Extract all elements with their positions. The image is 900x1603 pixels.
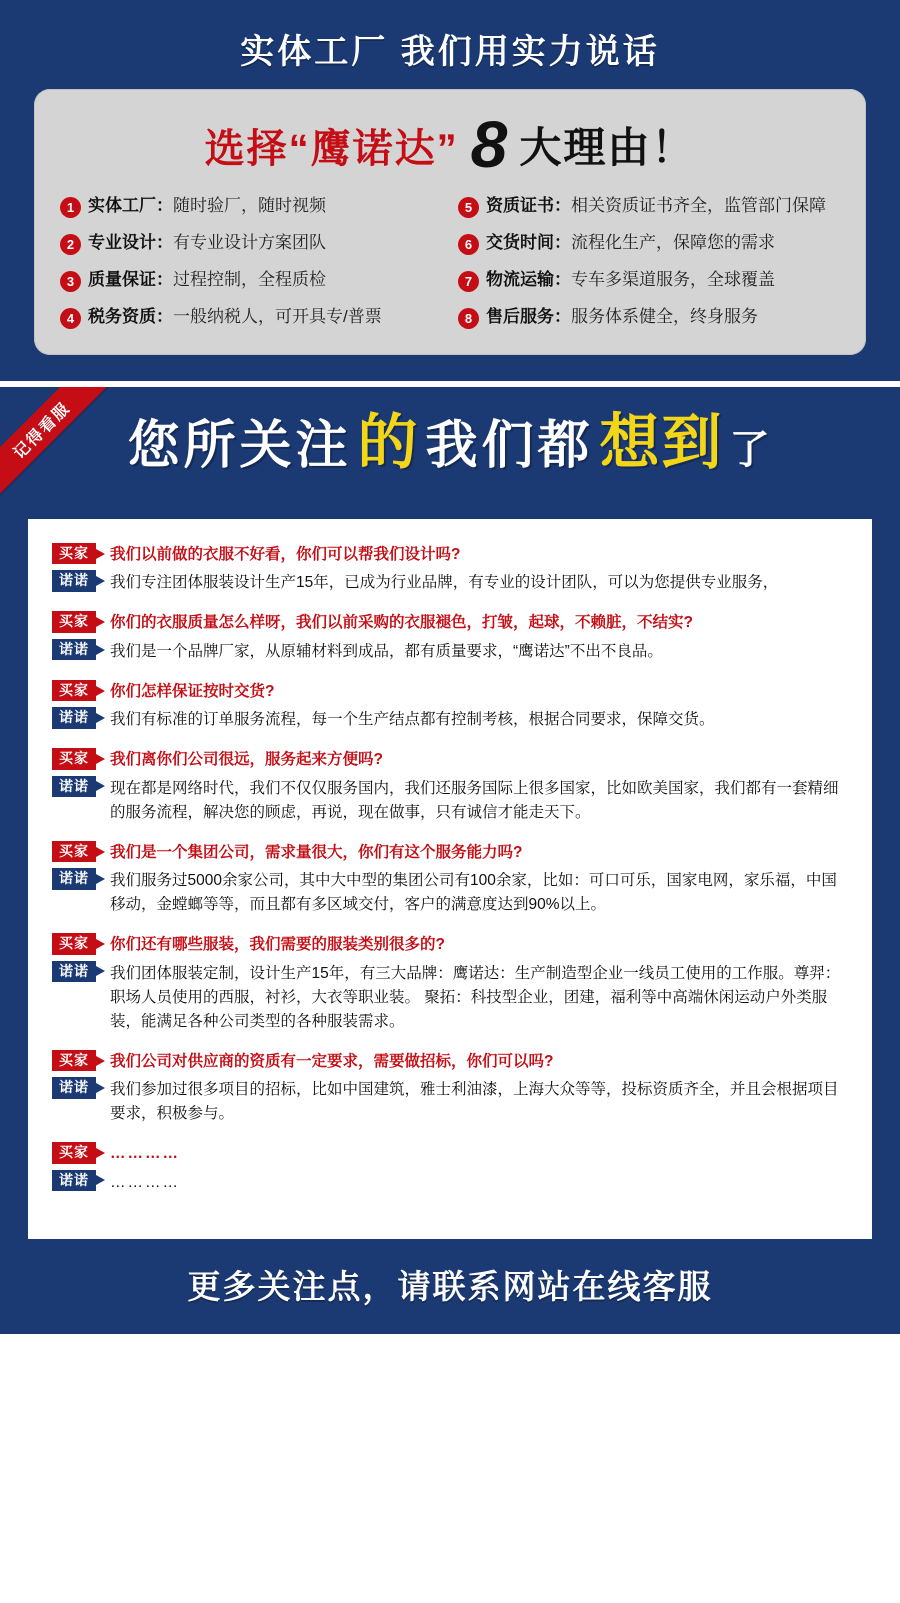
answer-text: 我们团体服装定制，设计生产15年，有三大品牌：鹰诺达：生产制造型企业一线员工使用的工作服。尊羿：职场人员使用的西服，衬衫，大衣等职业装。 聚拓：科技型企业，团建，福利等中高端休闲运动户外类服装，能满足各种公司类型的各种服装需求。 xyxy=(110,964,841,1030)
faq-footer-text: 更多关注点，请联系网站在线客服 xyxy=(187,1267,713,1305)
reply-tag: 诺诺 xyxy=(52,1170,96,1191)
reasons-section xyxy=(0,0,900,381)
reason-item xyxy=(60,232,442,255)
headline-black-part: 大理由！ xyxy=(519,124,696,171)
answer-text: 现在都是网络时代，我们不仅仅服务国内，我们还服务国际上很多国家，比如欧美国家，我们都有一套精细的服务流程，解决您的顾虑，再说，现在做事，只有诚信才能走天下。 xyxy=(110,779,839,821)
question-text: ………… xyxy=(110,1145,180,1163)
question-line xyxy=(52,1142,848,1165)
reason-number-badge: 4 xyxy=(60,308,81,329)
reason-number-badge: 7 xyxy=(458,271,479,292)
reason-key: 税务资质 xyxy=(88,307,156,326)
reason-key: 售后服务 xyxy=(486,307,554,326)
reason-value: 服务体系健全，终身服务 xyxy=(571,307,758,326)
answer-text: 我们是一个品牌厂家，从原辅材料到成品，都有质量要求，“鹰诺达”不出不良品。 xyxy=(110,642,663,660)
reason-value: 一般纳税人，可开具专/普票 xyxy=(173,307,382,326)
question-line xyxy=(52,543,848,566)
buyer-tag: 买家 xyxy=(52,841,96,862)
qa-block xyxy=(52,543,848,595)
reason-item xyxy=(60,269,442,292)
headline-red-part: 选择“鹰诺达” xyxy=(204,126,459,171)
reply-tag: 诺诺 xyxy=(52,639,96,660)
reason-key: 实体工厂 xyxy=(88,196,156,215)
answer-line xyxy=(52,776,848,825)
answer-line xyxy=(52,570,848,595)
reason-number-badge: 1 xyxy=(60,197,81,218)
reason-value: 流程化生产，保障您的需求 xyxy=(571,233,775,252)
qa-block xyxy=(52,1050,848,1127)
reason-number-badge: 3 xyxy=(60,271,81,292)
question-line xyxy=(52,748,848,771)
answer-text: 我们专注团体服装设计生产15年，已成为行业品牌，有专业的设计团队，可以为您提供专业服务， xyxy=(110,574,779,592)
question-line xyxy=(52,611,848,634)
reason-number-badge: 2 xyxy=(60,234,81,255)
answer-line xyxy=(52,1170,848,1195)
reason-separator: ： xyxy=(554,307,571,326)
question-text: 你们怎样保证按时交货? xyxy=(110,682,275,700)
question-line xyxy=(52,841,848,864)
reply-tag: 诺诺 xyxy=(52,776,96,797)
answer-text: 我们参加过很多项目的招标，比如中国建筑，雅士利油漆，上海大众等等，投标资质齐全，并且会根据项目要求，积极参与。 xyxy=(110,1081,839,1123)
qa-block xyxy=(52,611,848,663)
reason-item xyxy=(458,269,840,292)
reason-separator: ： xyxy=(554,270,571,289)
reason-separator: ： xyxy=(554,196,571,215)
question-line xyxy=(52,1050,848,1073)
answer-line xyxy=(52,961,848,1034)
qa-block xyxy=(52,748,848,825)
reasons-top-title: 实体工厂 我们用实力说话 xyxy=(240,33,660,71)
faq-headline-part-4: 想到 xyxy=(599,409,724,476)
buyer-tag: 买家 xyxy=(52,1050,96,1071)
faq-headline-part-5: 了 xyxy=(729,428,773,472)
reason-value: 有专业设计方案团队 xyxy=(173,233,326,252)
reason-separator: ： xyxy=(156,270,173,289)
reason-number-badge: 5 xyxy=(458,197,479,218)
reason-item xyxy=(458,195,840,218)
corner-ribbon-label: 记得看服 xyxy=(0,387,120,508)
buyer-tag: 买家 xyxy=(52,1142,96,1163)
reason-key: 交货时间 xyxy=(486,233,554,252)
buyer-tag: 买家 xyxy=(52,611,96,632)
reply-tag: 诺诺 xyxy=(52,707,96,728)
answer-text: 我们有标准的订单服务流程，每一个生产结点都有控制考核，根据合同要求，保障交货。 xyxy=(110,711,715,729)
reason-number-badge: 6 xyxy=(458,234,479,255)
buyer-tag: 买家 xyxy=(52,933,96,954)
question-text: 你们还有哪些服装，我们需要的服装类别很多的? xyxy=(110,936,445,954)
buyer-tag: 买家 xyxy=(52,748,96,769)
faq-section xyxy=(0,381,900,1334)
answer-text: 我们服务过5000余家公司，其中大中型的集团公司有100余家，比如：可口可乐，国家电网，家乐福，中国移动，金螳螂等等，而且都有多区域交付，客户的满意度达到90%以上。 xyxy=(110,872,837,914)
question-text: 我们离你们公司很远，服务起来方便吗? xyxy=(110,751,383,769)
answer-line xyxy=(52,1077,848,1126)
reasons-headline xyxy=(60,107,840,195)
reason-value: 过程控制，全程质检 xyxy=(173,270,326,289)
reason-value: 随时验厂，随时视频 xyxy=(173,196,326,215)
reason-separator: ： xyxy=(156,307,173,326)
reasons-card xyxy=(34,89,866,355)
faq-headline-part-3: 我们都 xyxy=(425,417,594,475)
faq-headline-part-1: 您所关注 xyxy=(127,417,352,475)
faq-headline-part-2: 的 xyxy=(357,409,420,476)
reason-separator: ： xyxy=(554,233,571,252)
reason-value: 专车多渠道服务，全球覆盖 xyxy=(571,270,775,289)
faq-card xyxy=(28,519,872,1239)
reason-item xyxy=(60,195,442,218)
faq-headline xyxy=(0,409,900,476)
question-line xyxy=(52,933,848,956)
qa-block xyxy=(52,841,848,918)
reply-tag: 诺诺 xyxy=(52,1077,96,1098)
reason-key: 专业设计 xyxy=(88,233,156,252)
reasons-grid xyxy=(60,195,840,329)
reply-tag: 诺诺 xyxy=(52,570,96,591)
reason-key: 质量保证 xyxy=(88,270,156,289)
reason-value: 相关资质证书齐全，监管部门保障 xyxy=(571,196,826,215)
faq-banner xyxy=(0,387,900,519)
reason-item xyxy=(458,232,840,255)
buyer-tag: 买家 xyxy=(52,680,96,701)
headline-number: 8 xyxy=(470,107,508,182)
qa-block xyxy=(52,680,848,732)
reply-tag: 诺诺 xyxy=(52,961,96,982)
reason-key: 资质证书 xyxy=(486,196,554,215)
reason-number-badge: 8 xyxy=(458,308,479,329)
reason-separator: ： xyxy=(156,196,173,215)
question-text: 你们的衣服质量怎么样呀，我们以前采购的衣服褪色，打皱，起球，不赖脏，不结实? xyxy=(110,614,693,632)
question-text: 我们是一个集团公司，需求量很大，你们有这个服务能力吗? xyxy=(110,843,523,861)
question-line xyxy=(52,680,848,703)
reason-key: 物流运输 xyxy=(486,270,554,289)
answer-line xyxy=(52,639,848,664)
reason-item xyxy=(458,306,840,329)
question-text: 我们以前做的衣服不好看，你们可以帮我们设计吗? xyxy=(110,546,461,563)
qa-block xyxy=(52,1142,848,1194)
question-text: 我们公司对供应商的资质有一定要求，需要做招标，你们可以吗? xyxy=(110,1052,554,1070)
answer-line xyxy=(52,868,848,917)
reason-separator: ： xyxy=(156,233,173,252)
buyer-tag: 买家 xyxy=(52,543,96,564)
qa-block xyxy=(52,933,848,1034)
answer-line xyxy=(52,707,848,732)
answer-text: ………… xyxy=(110,1173,180,1191)
reason-item xyxy=(60,306,442,329)
reply-tag: 诺诺 xyxy=(52,868,96,889)
